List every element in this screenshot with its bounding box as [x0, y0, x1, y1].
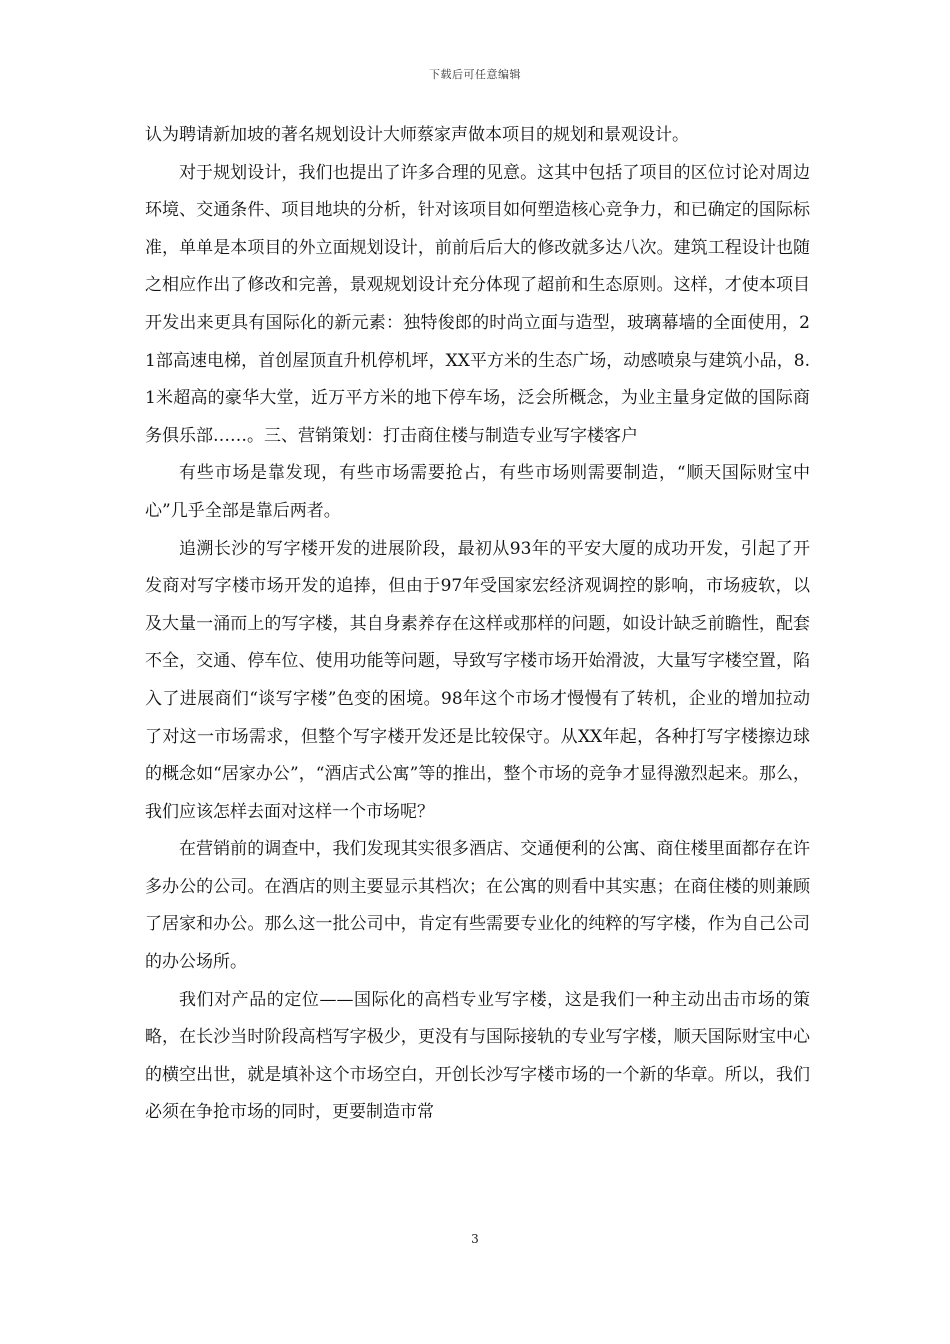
body-paragraph: 在营销前的调查中，我们发现其实很多酒店、交通便利的公寓、商住楼里面都存在许多办公的公司。在酒店的则主要显示其档次；在公寓的则看中其实惠；在商住楼的则兼顾了居家和办公。那么这一批公司中，肯定有些需要专业化的纯粹的写字楼，作为自己公司的办公场所。 [145, 839, 810, 973]
body-paragraph: 认为聘请新加坡的著名规划设计大师蔡家声做本项目的规划和景观设计。 [145, 125, 689, 145]
page-header: 下载后可任意编辑 [429, 68, 521, 81]
document-body [145, 117, 810, 1132]
page-number: 3 [471, 1232, 479, 1246]
body-paragraph: 我们对产品的定位——国际化的高档专业写字楼，这是我们一种主动出击市场的策略，在长沙当时阶段高档写字极少，更没有与国际接轨的专业写字楼，顺天国际财宝中心的横空出世，就是填补这个市场空白，开创长沙写字楼市场的一个新的华章。所以，我们必须在争抢市场的同时，更要制造市常 [145, 989, 810, 1123]
body-paragraph: 有些市场是靠发现，有些市场需要抢占，有些市场则需要制造，“顺天国际财宝中心”几乎全部是靠后两者。 [145, 463, 810, 521]
body-paragraph: 追溯长沙的写字楼开发的进展阶段，最初从93年的平安大厦的成功开发，引起了开发商对写字楼市场开发的追捧，但由于97年受国家宏经济观调控的影响，市场疲软，以及大量一涌而上的写字楼，其自身素养存在这样或那样的问题，如设计缺乏前瞻性，配套不全，交通、停车位、使用功能等问题，导致写字楼市场开始滑波，大量写字楼空置，陷入了进展商们“谈写字楼”色变的困境。98年这个市场才慢慢有了转机，企业的增加拉动了对这一市场需求，但整个写字楼开发还是比较保守。从XX年起，各种打写字楼擦边球的概念如“居家办公”，“酒店式公寓”等的推出，整个市场的竞争才显得激烈起来。那么，我们应该怎样去面对这样一个市场呢？ [145, 538, 810, 822]
body-paragraph: 对于规划设计，我们也提出了许多合理的见意。这其中包括了项目的区位讨论对周边环境、交通条件、项目地块的分析，针对该项目如何塑造核心竞争力，和已确定的国际标准，单单是本项目的外立面规划设计，前前后后大的修改就多达八次。建筑工程设计也随之相应作出了修改和完善，景观规划设计充分体现了超前和生态原则。这样，才使本项目开发出来更具有国际化的新元素：独特俊郎的时尚立面与造型，玻璃幕墙的全面使用，21部高速电梯，首创屋顶直升机停机坪，XX平方米的生态广场，动感喷泉与建筑小品，8.1米超高的豪华大堂，近万平方米的地下停车场，泛会所概念，为业主量身定做的国际商务俱乐部……。三、营销策划：打击商住楼与制造专业写字楼客户 [145, 162, 810, 446]
